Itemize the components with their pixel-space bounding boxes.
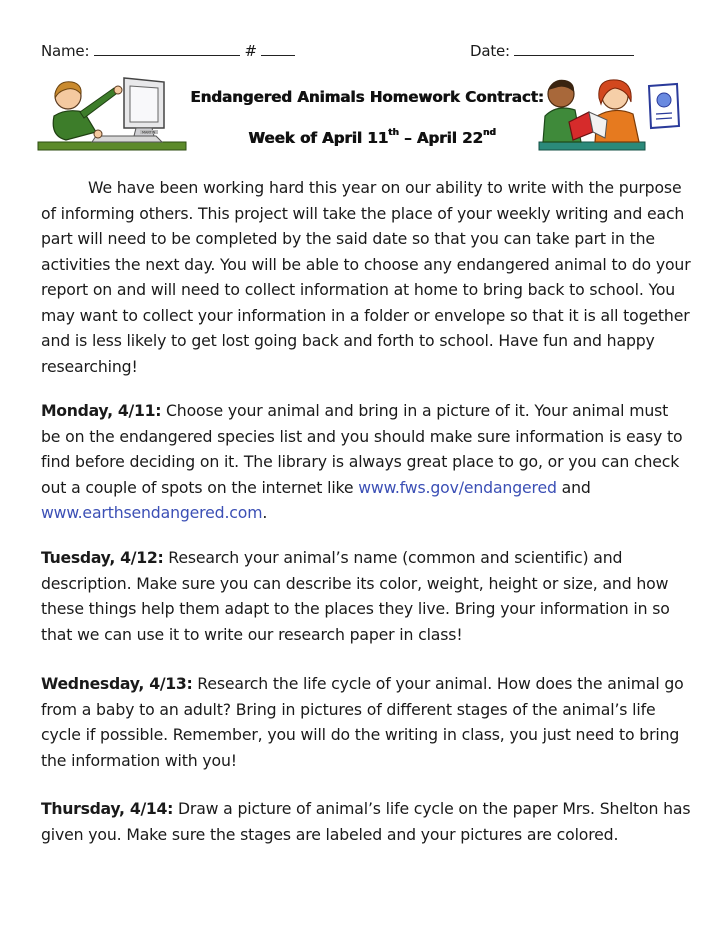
monday-label: Monday, 4/11: xyxy=(41,401,162,420)
thursday-section xyxy=(41,796,691,847)
earthsendangered-link[interactable]: www.earthsendangered.com xyxy=(41,503,263,522)
wednesday-label: Wednesday, 4/13: xyxy=(41,674,193,693)
monday-section xyxy=(41,398,691,526)
monday-end: . xyxy=(262,503,268,522)
fws-link[interactable]: www.fws.gov/endangered xyxy=(358,477,557,497)
name-blank[interactable] xyxy=(94,43,240,56)
number-blank[interactable] xyxy=(261,43,295,56)
date-label: Date: xyxy=(470,42,510,60)
number-label: # xyxy=(244,42,257,60)
wednesday-text: Research the life cycle of your animal. How does the animal go from a baby to an adult? Bring in pictures of different stages of the animal’s life cycle if possible. Remember, you will do the writing in class, you just need to bring the information with you! xyxy=(41,674,684,770)
week-sup-th: th xyxy=(388,128,399,138)
date-line xyxy=(470,42,634,60)
contract-week xyxy=(8,129,728,147)
monday-text: Choose your animal and bring in a picture of it. Your animal must be on the endangered species list and you should make sure information is easy to find before deciding on it. The library is always great place to go, or you can check out a couple of spots on the internet like xyxy=(41,401,683,497)
name-number-line xyxy=(41,42,295,60)
tuesday-text: Research your animal’s name (common and scientific) and description. Make sure you can describe its color, weight, height or size, and how these things help them adapt to the places they live. Bring your information in so that we can use it to write our research paper in class! xyxy=(41,548,670,644)
date-blank[interactable] xyxy=(514,43,634,56)
week-mid: – April 22 xyxy=(398,129,483,147)
wednesday-section xyxy=(41,671,691,773)
week-sup-nd: nd xyxy=(482,128,496,138)
week-prefix: Week of April 11 xyxy=(248,129,389,147)
thursday-label: Thursday, 4/14: xyxy=(41,799,174,818)
tuesday-section xyxy=(41,545,691,647)
thursday-text: Draw a picture of animal’s life cycle on the paper Mrs. Shelton has given you. Make sure the stages are labeled and your pictures are colored. xyxy=(41,799,691,844)
tuesday-label: Tuesday, 4/12: xyxy=(41,548,164,567)
name-label: Name: xyxy=(41,42,90,60)
contract-title: Endangered Animals Homework Contract: xyxy=(190,88,544,106)
monday-and: and xyxy=(556,477,591,497)
intro-paragraph: We have been working hard this year on our ability to write with the purpose of informing others. This project will take the place of your weekly writing and each part will need to be completed by the said date so that you can take part in the activities the next day. You will be able to choose any endangered animal to do your report on and will need to collect information at home to bring back to school. You may want to collect your information in a folder or envelope so that it is all together and is less likely to get lost going back and forth to school. Have fun and happy researching! xyxy=(41,178,691,376)
monitor-label: MARTIN xyxy=(142,130,156,135)
